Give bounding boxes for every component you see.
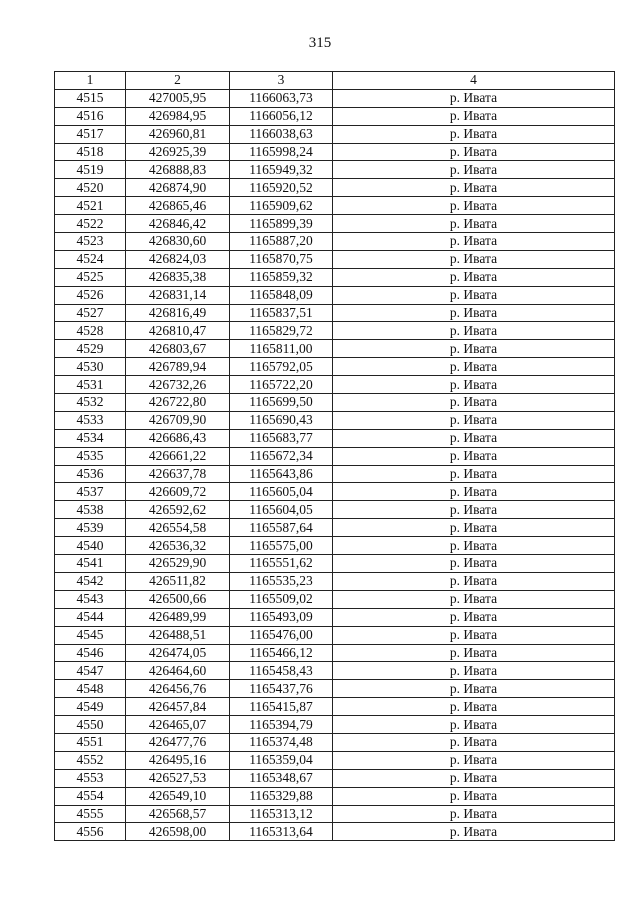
table-row: [55, 644, 615, 662]
table-row: [55, 304, 615, 322]
table-row: [55, 215, 615, 233]
point-number-cell: 4529: [55, 340, 126, 358]
x-coordinate-cell: 426846,42: [126, 215, 230, 233]
point-number-cell: 4522: [55, 215, 126, 233]
description-cell: р. Ивата: [333, 411, 615, 429]
x-coordinate-cell: 426789,94: [126, 358, 230, 376]
table-row: [55, 465, 615, 483]
description-cell: р. Ивата: [333, 447, 615, 465]
y-coordinate-cell: 1165466,12: [230, 644, 333, 662]
description-cell: р. Ивата: [333, 179, 615, 197]
point-number-cell: 4550: [55, 716, 126, 734]
table-row: [55, 322, 615, 340]
description-cell: р. Ивата: [333, 429, 615, 447]
description-cell: р. Ивата: [333, 769, 615, 787]
x-coordinate-cell: 426598,00: [126, 823, 230, 841]
table-row: [55, 590, 615, 608]
x-coordinate-cell: 426527,53: [126, 769, 230, 787]
point-number-cell: 4528: [55, 322, 126, 340]
point-number-cell: 4545: [55, 626, 126, 644]
description-cell: р. Ивата: [333, 394, 615, 412]
table-row: [55, 662, 615, 680]
table-row: [55, 376, 615, 394]
table-row: [55, 89, 615, 107]
point-number-cell: 4524: [55, 250, 126, 268]
point-number-cell: 4551: [55, 733, 126, 751]
table-row: [55, 698, 615, 716]
y-coordinate-cell: 1165811,00: [230, 340, 333, 358]
table-row: [55, 823, 615, 841]
y-coordinate-cell: 1165722,20: [230, 376, 333, 394]
point-number-cell: 4549: [55, 698, 126, 716]
x-coordinate-cell: 426477,76: [126, 733, 230, 751]
x-coordinate-cell: 426529,90: [126, 555, 230, 573]
y-coordinate-cell: 1165605,04: [230, 483, 333, 501]
table-row: [55, 250, 615, 268]
point-number-cell: 4555: [55, 805, 126, 823]
column-header-3: 3: [230, 72, 333, 90]
point-number-cell: 4552: [55, 751, 126, 769]
description-cell: р. Ивата: [333, 733, 615, 751]
point-number-cell: 4553: [55, 769, 126, 787]
point-number-cell: 4533: [55, 411, 126, 429]
description-cell: р. Ивата: [333, 572, 615, 590]
table-row: [55, 626, 615, 644]
point-number-cell: 4538: [55, 501, 126, 519]
description-cell: р. Ивата: [333, 250, 615, 268]
x-coordinate-cell: 426865,46: [126, 197, 230, 215]
x-coordinate-cell: 426810,47: [126, 322, 230, 340]
description-cell: р. Ивата: [333, 304, 615, 322]
point-number-cell: 4537: [55, 483, 126, 501]
x-coordinate-cell: 426637,78: [126, 465, 230, 483]
description-cell: р. Ивата: [333, 358, 615, 376]
y-coordinate-cell: 1166038,63: [230, 125, 333, 143]
y-coordinate-cell: 1165551,62: [230, 555, 333, 573]
description-cell: р. Ивата: [333, 286, 615, 304]
description-cell: р. Ивата: [333, 197, 615, 215]
point-number-cell: 4532: [55, 394, 126, 412]
x-coordinate-cell: 426722,80: [126, 394, 230, 412]
description-cell: р. Ивата: [333, 89, 615, 107]
y-coordinate-cell: 1165394,79: [230, 716, 333, 734]
y-coordinate-cell: 1165643,86: [230, 465, 333, 483]
table-row: [55, 197, 615, 215]
x-coordinate-cell: 426465,07: [126, 716, 230, 734]
table-row: [55, 716, 615, 734]
table-row: [55, 233, 615, 251]
x-coordinate-cell: 426984,95: [126, 107, 230, 125]
table-row: [55, 358, 615, 376]
description-cell: р. Ивата: [333, 608, 615, 626]
x-coordinate-cell: 426609,72: [126, 483, 230, 501]
point-number-cell: 4543: [55, 590, 126, 608]
y-coordinate-cell: 1165509,02: [230, 590, 333, 608]
table-row: [55, 572, 615, 590]
x-coordinate-cell: 426835,38: [126, 268, 230, 286]
column-header-1: 1: [55, 72, 126, 90]
table-row: [55, 394, 615, 412]
y-coordinate-cell: 1165359,04: [230, 751, 333, 769]
y-coordinate-cell: 1165374,48: [230, 733, 333, 751]
table-row: [55, 161, 615, 179]
point-number-cell: 4547: [55, 662, 126, 680]
x-coordinate-cell: 426874,90: [126, 179, 230, 197]
description-cell: р. Ивата: [333, 215, 615, 233]
point-number-cell: 4525: [55, 268, 126, 286]
table-row: [55, 483, 615, 501]
table-row: [55, 429, 615, 447]
y-coordinate-cell: 1165683,77: [230, 429, 333, 447]
point-number-cell: 4516: [55, 107, 126, 125]
description-cell: р. Ивата: [333, 376, 615, 394]
table-row: [55, 340, 615, 358]
y-coordinate-cell: 1165415,87: [230, 698, 333, 716]
y-coordinate-cell: 1165587,64: [230, 519, 333, 537]
description-cell: р. Ивата: [333, 751, 615, 769]
table-row: [55, 769, 615, 787]
table-row: [55, 179, 615, 197]
table-header: [55, 72, 615, 90]
y-coordinate-cell: 1165313,64: [230, 823, 333, 841]
description-cell: р. Ивата: [333, 125, 615, 143]
x-coordinate-cell: 426568,57: [126, 805, 230, 823]
y-coordinate-cell: 1165920,52: [230, 179, 333, 197]
point-number-cell: 4523: [55, 233, 126, 251]
point-number-cell: 4556: [55, 823, 126, 841]
x-coordinate-cell: 426816,49: [126, 304, 230, 322]
x-coordinate-cell: 426732,26: [126, 376, 230, 394]
point-number-cell: 4517: [55, 125, 126, 143]
x-coordinate-cell: 426592,62: [126, 501, 230, 519]
x-coordinate-cell: 426488,51: [126, 626, 230, 644]
y-coordinate-cell: 1165949,32: [230, 161, 333, 179]
table-row: [55, 447, 615, 465]
description-cell: р. Ивата: [333, 519, 615, 537]
table-row: [55, 787, 615, 805]
y-coordinate-cell: 1165848,09: [230, 286, 333, 304]
description-cell: р. Ивата: [333, 161, 615, 179]
description-cell: р. Ивата: [333, 483, 615, 501]
table-row: [55, 286, 615, 304]
description-cell: р. Ивата: [333, 233, 615, 251]
x-coordinate-cell: 426661,22: [126, 447, 230, 465]
y-coordinate-cell: 1165672,34: [230, 447, 333, 465]
y-coordinate-cell: 1165458,43: [230, 662, 333, 680]
x-coordinate-cell: 426686,43: [126, 429, 230, 447]
point-number-cell: 4518: [55, 143, 126, 161]
point-number-cell: 4519: [55, 161, 126, 179]
x-coordinate-cell: 426500,66: [126, 590, 230, 608]
y-coordinate-cell: 1165313,12: [230, 805, 333, 823]
y-coordinate-cell: 1165829,72: [230, 322, 333, 340]
y-coordinate-cell: 1166056,12: [230, 107, 333, 125]
point-number-cell: 4546: [55, 644, 126, 662]
point-number-cell: 4539: [55, 519, 126, 537]
y-coordinate-cell: 1165887,20: [230, 233, 333, 251]
description-cell: р. Ивата: [333, 805, 615, 823]
description-cell: р. Ивата: [333, 143, 615, 161]
coordinates-table: [54, 71, 615, 841]
x-coordinate-cell: 426803,67: [126, 340, 230, 358]
x-coordinate-cell: 426960,81: [126, 125, 230, 143]
y-coordinate-cell: 1165998,24: [230, 143, 333, 161]
x-coordinate-cell: 426925,39: [126, 143, 230, 161]
y-coordinate-cell: 1165909,62: [230, 197, 333, 215]
table-row: [55, 733, 615, 751]
description-cell: р. Ивата: [333, 268, 615, 286]
table-row: [55, 751, 615, 769]
description-cell: р. Ивата: [333, 662, 615, 680]
point-number-cell: 4520: [55, 179, 126, 197]
x-coordinate-cell: 426495,16: [126, 751, 230, 769]
x-coordinate-cell: 426824,03: [126, 250, 230, 268]
table-row: [55, 805, 615, 823]
column-header-2: 2: [126, 72, 230, 90]
point-number-cell: 4526: [55, 286, 126, 304]
y-coordinate-cell: 1165348,67: [230, 769, 333, 787]
description-cell: р. Ивата: [333, 644, 615, 662]
x-coordinate-cell: 426464,60: [126, 662, 230, 680]
table-row: [55, 608, 615, 626]
point-number-cell: 4530: [55, 358, 126, 376]
column-header-4: 4: [333, 72, 615, 90]
y-coordinate-cell: 1165899,39: [230, 215, 333, 233]
x-coordinate-cell: 426549,10: [126, 787, 230, 805]
y-coordinate-cell: 1165493,09: [230, 608, 333, 626]
y-coordinate-cell: 1165870,75: [230, 250, 333, 268]
description-cell: р. Ивата: [333, 107, 615, 125]
y-coordinate-cell: 1165476,00: [230, 626, 333, 644]
table-row: [55, 519, 615, 537]
description-cell: р. Ивата: [333, 680, 615, 698]
point-number-cell: 4541: [55, 555, 126, 573]
y-coordinate-cell: 1165604,05: [230, 501, 333, 519]
y-coordinate-cell: 1165859,32: [230, 268, 333, 286]
description-cell: р. Ивата: [333, 465, 615, 483]
y-coordinate-cell: 1165575,00: [230, 537, 333, 555]
description-cell: р. Ивата: [333, 716, 615, 734]
point-number-cell: 4544: [55, 608, 126, 626]
description-cell: р. Ивата: [333, 787, 615, 805]
table-row: [55, 537, 615, 555]
table-row: [55, 143, 615, 161]
y-coordinate-cell: 1165837,51: [230, 304, 333, 322]
x-coordinate-cell: 426457,84: [126, 698, 230, 716]
point-number-cell: 4554: [55, 787, 126, 805]
table-body: [55, 89, 615, 840]
table-row: [55, 125, 615, 143]
point-number-cell: 4534: [55, 429, 126, 447]
y-coordinate-cell: 1165792,05: [230, 358, 333, 376]
y-coordinate-cell: 1165535,23: [230, 572, 333, 590]
table-row: [55, 107, 615, 125]
x-coordinate-cell: 426888,83: [126, 161, 230, 179]
point-number-cell: 4536: [55, 465, 126, 483]
description-cell: р. Ивата: [333, 340, 615, 358]
x-coordinate-cell: 426474,05: [126, 644, 230, 662]
point-number-cell: 4521: [55, 197, 126, 215]
y-coordinate-cell: 1165699,50: [230, 394, 333, 412]
table-row: [55, 680, 615, 698]
description-cell: р. Ивата: [333, 537, 615, 555]
description-cell: р. Ивата: [333, 555, 615, 573]
description-cell: р. Ивата: [333, 590, 615, 608]
point-number-cell: 4542: [55, 572, 126, 590]
table-row: [55, 555, 615, 573]
point-number-cell: 4515: [55, 89, 126, 107]
x-coordinate-cell: 427005,95: [126, 89, 230, 107]
description-cell: р. Ивата: [333, 322, 615, 340]
x-coordinate-cell: 426709,90: [126, 411, 230, 429]
description-cell: р. Ивата: [333, 626, 615, 644]
x-coordinate-cell: 426554,58: [126, 519, 230, 537]
y-coordinate-cell: 1165437,76: [230, 680, 333, 698]
point-number-cell: 4531: [55, 376, 126, 394]
table-row: [55, 411, 615, 429]
description-cell: р. Ивата: [333, 823, 615, 841]
description-cell: р. Ивата: [333, 501, 615, 519]
x-coordinate-cell: 426456,76: [126, 680, 230, 698]
table-row: [55, 268, 615, 286]
x-coordinate-cell: 426511,82: [126, 572, 230, 590]
point-number-cell: 4540: [55, 537, 126, 555]
y-coordinate-cell: 1165329,88: [230, 787, 333, 805]
point-number-cell: 4535: [55, 447, 126, 465]
y-coordinate-cell: 1165690,43: [230, 411, 333, 429]
x-coordinate-cell: 426831,14: [126, 286, 230, 304]
table-row: [55, 501, 615, 519]
description-cell: р. Ивата: [333, 698, 615, 716]
point-number-cell: 4527: [55, 304, 126, 322]
x-coordinate-cell: 426830,60: [126, 233, 230, 251]
page-number: 315: [308, 35, 332, 51]
x-coordinate-cell: 426489,99: [126, 608, 230, 626]
header-row: [55, 72, 615, 90]
x-coordinate-cell: 426536,32: [126, 537, 230, 555]
y-coordinate-cell: 1166063,73: [230, 89, 333, 107]
point-number-cell: 4548: [55, 680, 126, 698]
